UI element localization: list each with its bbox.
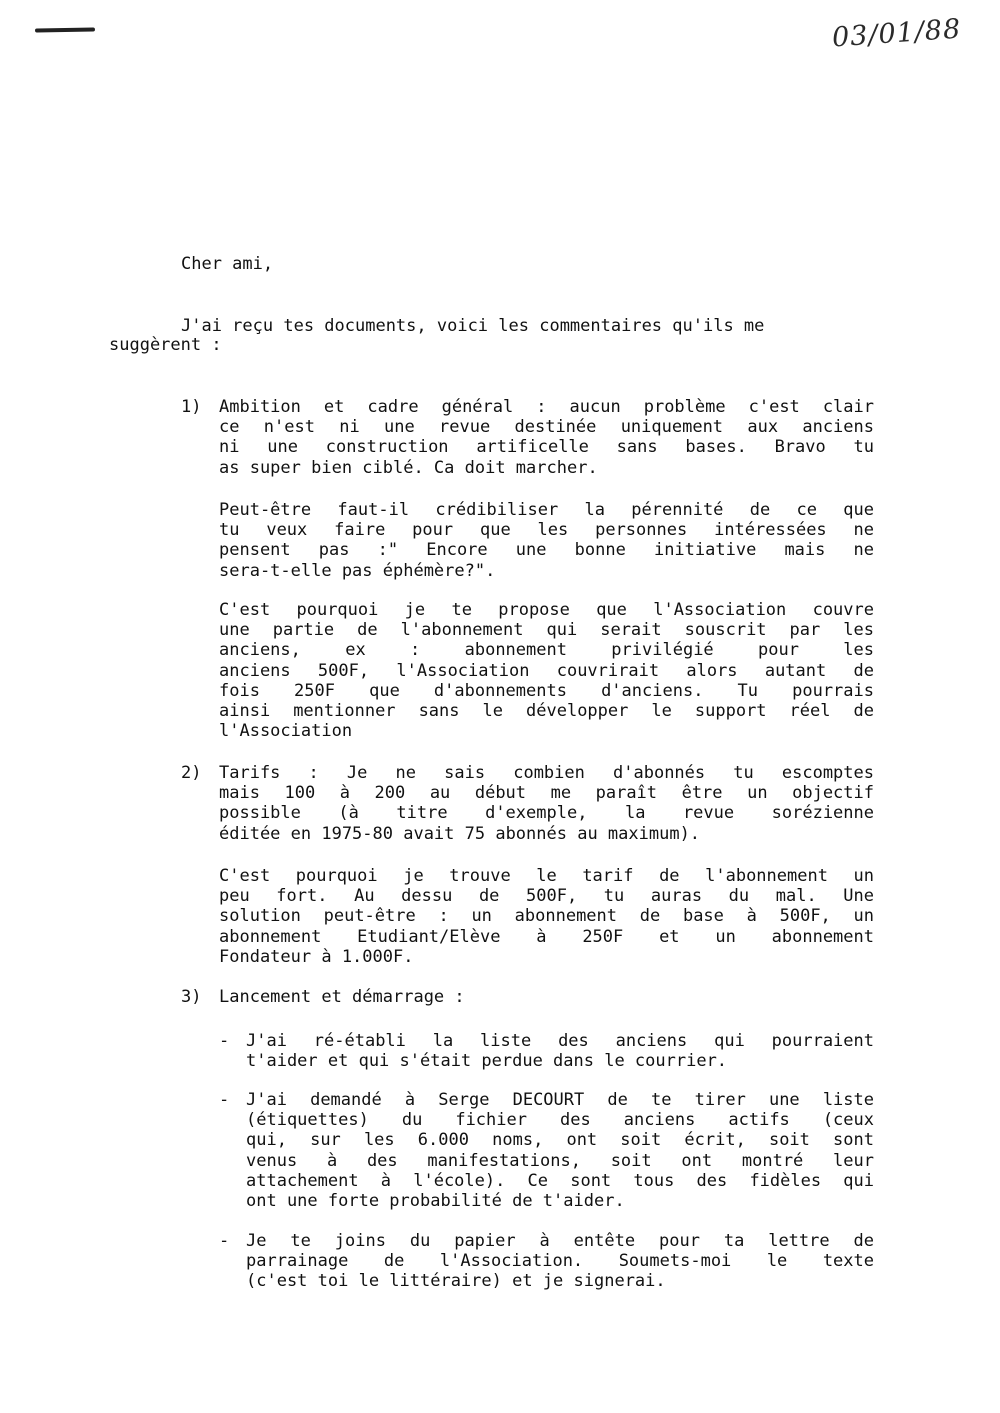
salutation: Cher ami, bbox=[181, 254, 274, 274]
text-line: une partie de l'abonnement qui serait souscrit par les bbox=[219, 620, 874, 641]
text-line: (c'est toi le littéraire) et je signerai. bbox=[246, 1271, 666, 1292]
text-line: Peut-être faut-il crédibiliser la pérennité de ce que bbox=[219, 500, 874, 520]
text-line: l'Association bbox=[219, 721, 353, 742]
text-line: ainsi mentionner sans le développer le support réel de bbox=[219, 700, 874, 721]
text-line: ni une construction artificelle sans bases. Bravo tu bbox=[219, 437, 874, 458]
text-line: (étiquettes) du fichier des anciens actifs (ceux bbox=[246, 1110, 874, 1131]
text-line: as super bien ciblé. Ca doit marcher. bbox=[219, 457, 598, 478]
text-line: sera-t-elle pas éphémère?". bbox=[219, 560, 496, 581]
section-number: 2) bbox=[181, 763, 202, 783]
text-line: anciens, ex : abonnement privilégié pour les bbox=[219, 640, 874, 661]
intro-line-1: J'ai reçu tes documents, voici les commentaires qu'ils me bbox=[181, 316, 765, 336]
bullet-dash: - bbox=[219, 1031, 230, 1051]
text-line: ce n'est ni une revue destinée uniquement aux anciens bbox=[219, 417, 874, 438]
bullet-item-2 bbox=[246, 1090, 874, 1211]
section-1-paragraph-1 bbox=[219, 397, 874, 478]
text-line: venus à des manifestations, soit ont montré leur bbox=[246, 1150, 874, 1171]
text-line: solution peut-être : un abonnement de base à 500F, un bbox=[219, 906, 874, 927]
section-3-title: Lancement et démarrage : bbox=[219, 987, 465, 1007]
text-line: Fondateur à 1.000F. bbox=[219, 946, 414, 967]
text-line: peu fort. Au dessu de 500F, tu auras du mal. Une bbox=[219, 886, 874, 907]
text-line: t'aider et qui s'était perdue dans le courrier. bbox=[246, 1051, 728, 1072]
section-2-paragraph-1 bbox=[219, 763, 874, 844]
text-line: anciens 500F, l'Association couvrirait alors autant de bbox=[219, 660, 874, 681]
text-line: attachement à l'école). Ce sont tous des fidèles qui bbox=[246, 1170, 874, 1191]
text-line: J'ai demandé à Serge DECOURT de te tirer une liste bbox=[246, 1090, 874, 1110]
bullet-dash: - bbox=[219, 1090, 230, 1110]
bullet-item-3 bbox=[246, 1231, 874, 1292]
text-line: pensent pas :" Encore une bonne initiative mais ne bbox=[219, 540, 874, 561]
text-line: Tarifs : Je ne sais combien d'abonnés tu escomptes bbox=[219, 763, 874, 783]
bullet-dash: - bbox=[219, 1231, 230, 1251]
section-2-paragraph-2 bbox=[219, 866, 874, 967]
bullet-item-1 bbox=[246, 1031, 874, 1071]
text-line: parrainage de l'Association. Soumets-moi le texte bbox=[246, 1251, 874, 1272]
section-1-paragraph-3 bbox=[219, 600, 874, 741]
intro-line-2: suggèrent : bbox=[109, 335, 222, 355]
text-line: possible (à titre d'exemple, la revue sorézienne bbox=[219, 803, 874, 824]
text-line: C'est pourquoi je trouve le tarif de l'abonnement un bbox=[219, 866, 874, 886]
text-line: fois 250F que d'abonnements d'anciens. Tu pourrais bbox=[219, 680, 874, 701]
section-1-paragraph-2 bbox=[219, 500, 874, 581]
text-line: tu veux faire pour que les personnes intéressées ne bbox=[219, 520, 874, 541]
section-number: 3) bbox=[181, 987, 202, 1007]
text-line: J'ai ré-établi la liste des anciens qui pourraient bbox=[246, 1031, 874, 1051]
text-line: abonnement Etudiant/Elève à 250F et un abonnement bbox=[219, 926, 874, 947]
text-line: Ambition et cadre général : aucun problème c'est clair bbox=[219, 397, 874, 417]
text-line: éditée en 1975-80 avait 75 abonnés au maximum). bbox=[219, 823, 701, 844]
text-line: mais 100 à 200 au début me paraît être un objectif bbox=[219, 783, 874, 804]
text-line: C'est pourquoi je te propose que l'Association couvre bbox=[219, 600, 874, 620]
top-left-dash-mark bbox=[35, 27, 95, 32]
text-line: ont une forte probabilité de t'aider. bbox=[246, 1190, 625, 1211]
text-line: Je te joins du papier à entête pour ta lettre de bbox=[246, 1231, 874, 1251]
text-line: qui, sur les 6.000 noms, ont soit écrit, soit sont bbox=[246, 1130, 874, 1151]
section-number: 1) bbox=[181, 397, 202, 417]
handwritten-date: 03/01/88 bbox=[831, 13, 963, 54]
